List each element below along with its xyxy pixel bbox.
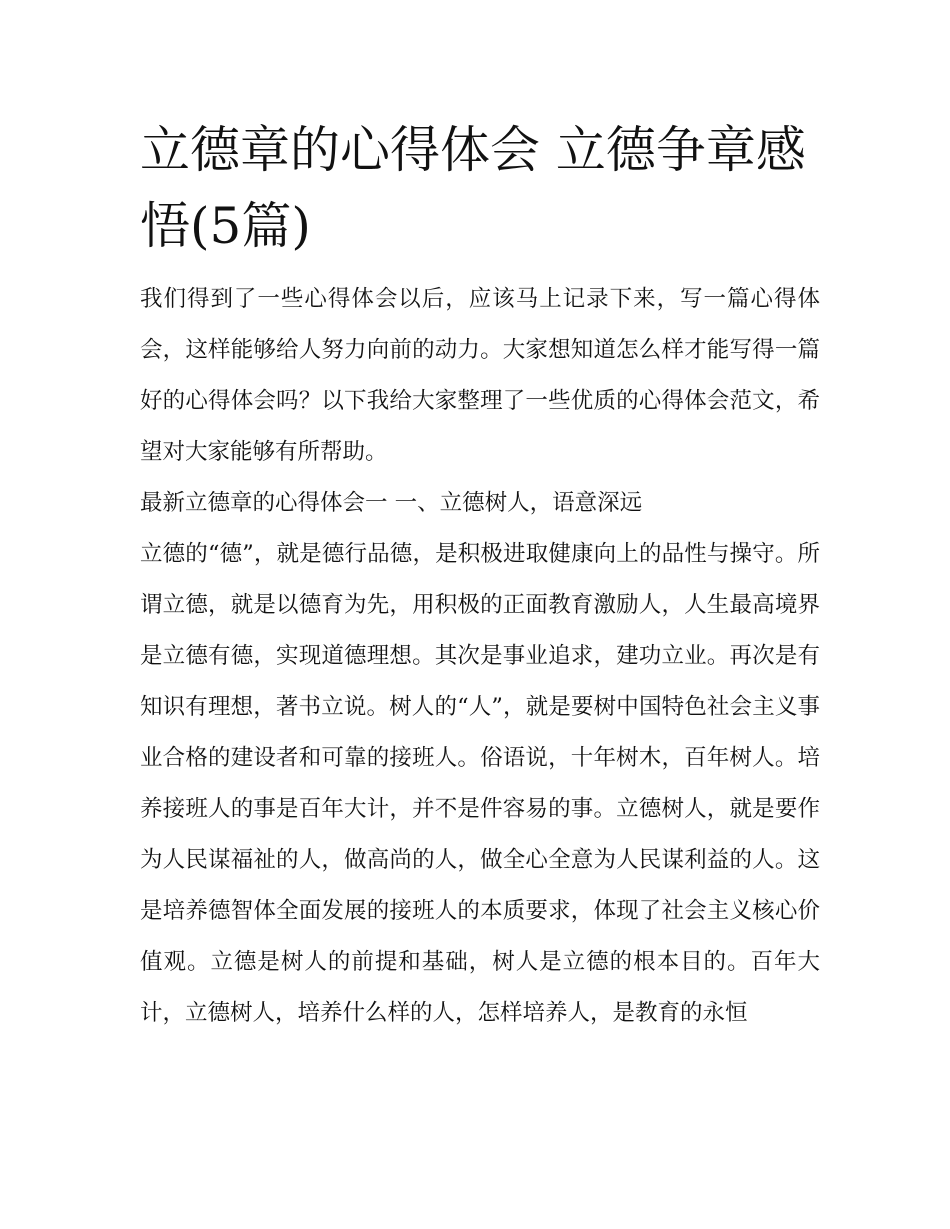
document-title: 立德章的心得体会 立德争章感悟(5篇) bbox=[140, 121, 806, 255]
intro-paragraph: 我们得到了一些心得体会以后，应该马上记录下来，写一篇心得体会，这样能够给人努力向前的动力。大家想知道怎么样才能写得一篇好的心得体会吗？以下我给大家整理了一些优质的心得体会范文，希望对大家能够有所帮助。 bbox=[140, 286, 820, 465]
document-content bbox=[140, 112, 820, 1039]
body-paragraph: 立德的“德”，就是德行品德，是积极进取健康向上的品性与操守。所谓立德，就是以德育为先，用积极的正面教育激励人，人生最高境界是立德有德，实现道德理想。其次是事业追求，建功立业。再次是有知识有理想，著书立说。树人的“人”，就是要树中国特色社会主义事业合格的建设者和可靠的接班人。俗语说，十年树木，百年树人。培养接班人的事是百年大计，并不是件容易的事。立德树人，就是要作为人民谋福祉的人，做高尚的人，做全心全意为人民谋利益的人。这是培养德智体全面发展的接班人的本质要求，体现了社会主义核心价值观。立德是树人的前提和基础，树人是立德的根本目的。百年大计，立德树人，培养什么样的人，怎样培养人，是教育的永恒 bbox=[140, 541, 820, 1026]
section-heading: 最新立德章的心得体会一 一、立德树人，语意深远 bbox=[140, 490, 643, 516]
